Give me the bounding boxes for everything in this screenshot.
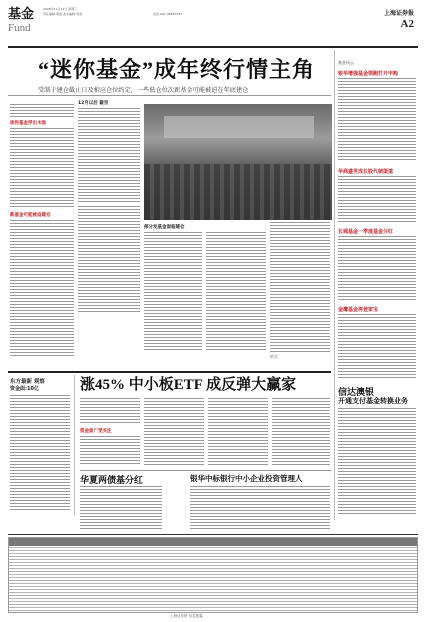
side-item-2-title: 华商盛世成长股代销渠道 bbox=[338, 169, 394, 175]
side-brief-header: 基金风云 bbox=[338, 60, 354, 65]
second-box-subtitle: 资金面:10亿 bbox=[10, 386, 39, 392]
lead-col-1b bbox=[10, 128, 74, 208]
footer-header-band bbox=[9, 538, 417, 546]
photo-audience bbox=[144, 164, 332, 220]
second-sub-heading: 资金面广受关注 bbox=[80, 429, 112, 434]
side-bottom-body bbox=[338, 408, 416, 516]
second-col-1b bbox=[80, 436, 140, 466]
side-item-3-title: 长城基金一季度基金分红 bbox=[338, 229, 394, 235]
second-col-1 bbox=[80, 398, 140, 424]
footer-rule bbox=[8, 534, 418, 535]
masthead bbox=[8, 6, 418, 46]
phone-number: 电话:021-38967554 bbox=[153, 12, 183, 16]
third-right-headline: 银华中标银行中小企业投资管理人 bbox=[190, 474, 303, 483]
second-col-3 bbox=[208, 398, 268, 466]
lead-rule bbox=[8, 95, 331, 96]
side-column bbox=[338, 52, 418, 522]
lead-section2-label: 新基金可能被迫建仓 bbox=[10, 213, 51, 218]
side-item-1-title: 银华增强基金领跑打开申购 bbox=[338, 71, 399, 77]
side-divider bbox=[334, 50, 335, 520]
mid-rule bbox=[8, 371, 331, 373]
third-right-body bbox=[190, 486, 330, 530]
side-item-4-body bbox=[338, 314, 416, 380]
lead-col-4 bbox=[206, 232, 266, 352]
lead-col-1 bbox=[10, 104, 74, 118]
small-item-date-label: 12月以后 截至 bbox=[78, 101, 109, 106]
footer-caption: 上海证券报·信息披露 bbox=[170, 614, 203, 618]
second-col-4 bbox=[272, 398, 330, 466]
lead-subtitle: 受制于建仓截止日及相应仓位约定，一些低仓位次新基金可能被迫在年底建仓 bbox=[38, 87, 249, 94]
lead-body bbox=[8, 98, 331, 368]
page-number: A2 bbox=[400, 18, 414, 30]
lead-photo-caption: 部分发基金面临建仓 bbox=[144, 225, 185, 230]
second-box-body bbox=[10, 395, 70, 511]
side-bottom-subtitle: 开通支付基金转换业务 bbox=[338, 397, 408, 405]
newspaper-name: 上海证券报 bbox=[383, 11, 414, 17]
lead-photo bbox=[144, 104, 332, 220]
masthead-rule bbox=[8, 46, 418, 48]
issue-date: 2008年11月12日 星期三 bbox=[43, 7, 78, 11]
side-item-4-title: 金鹰基金再登家宝 bbox=[338, 307, 379, 313]
second-story-box bbox=[8, 375, 75, 515]
second-col-2 bbox=[144, 398, 204, 466]
footer-table bbox=[8, 537, 418, 613]
lead-col-1c bbox=[10, 220, 74, 356]
third-left-body bbox=[80, 486, 162, 530]
side-item-3-body bbox=[338, 236, 416, 300]
section-name-en: Fund bbox=[8, 22, 31, 34]
lead-col-5 bbox=[270, 222, 330, 352]
photo-banner bbox=[164, 116, 314, 138]
side-item-2-body bbox=[338, 176, 416, 224]
editor-credit: 责任编辑:周振 美术编辑:贾睿 bbox=[43, 12, 82, 16]
side-item-1-body bbox=[338, 78, 416, 160]
lower-rule bbox=[80, 470, 331, 471]
lead-col-2 bbox=[78, 108, 140, 203]
lead-col-2b bbox=[78, 206, 140, 314]
third-left-headline: 华夏两债基分红 bbox=[80, 475, 144, 485]
section-name: 基金 bbox=[8, 6, 35, 21]
second-box-title: 东方最新 观察 bbox=[10, 379, 45, 385]
second-story-headline: 涨45% 中小板ETF 成反弹大赢家 bbox=[80, 377, 297, 393]
side-bottom-title: 信达澳银 bbox=[338, 387, 375, 397]
lead-headline: “迷你基金”成年终行情主角 bbox=[38, 57, 316, 82]
lead-col-3 bbox=[144, 232, 202, 352]
lead-intro-label: 迷你基金浮出水面 bbox=[10, 121, 46, 126]
small-item-bottom-label: 机关 bbox=[270, 354, 278, 359]
